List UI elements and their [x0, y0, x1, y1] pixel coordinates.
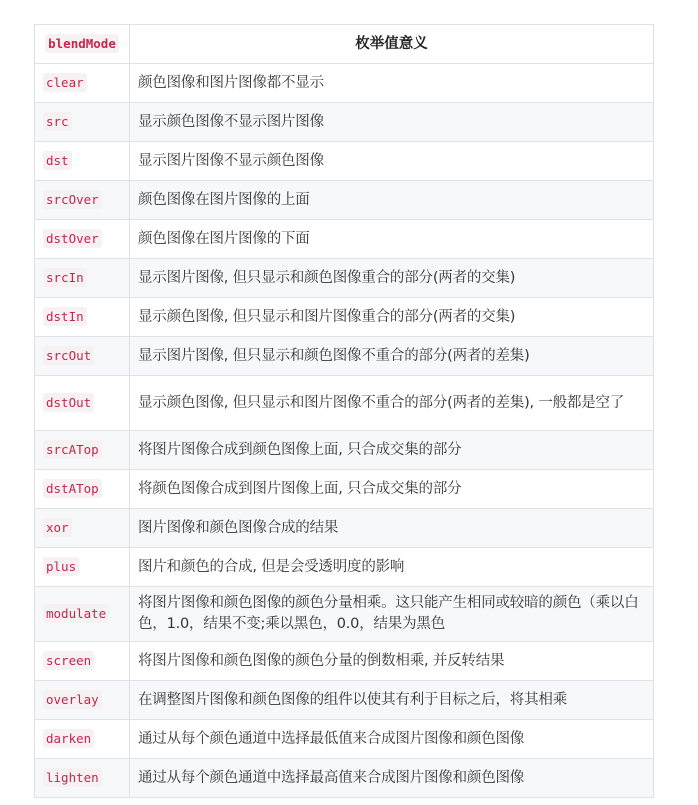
table-row [35, 431, 654, 470]
mode-cell [35, 587, 130, 642]
mode-description: 将图片图像合成到颜色图像上面, 只合成交集的部分 [130, 431, 654, 470]
table-row [35, 220, 654, 259]
table-row [35, 720, 654, 759]
mode-description: 通过从每个颜色通道中选择最高值来合成图片图像和颜色图像 [130, 759, 654, 798]
table-row [35, 587, 654, 642]
table-row [35, 142, 654, 181]
mode-name: dstOut [43, 393, 94, 412]
table-row [35, 181, 654, 220]
table-header [35, 25, 654, 64]
mode-name: src [43, 112, 72, 131]
mode-cell [35, 220, 130, 259]
mode-description: 显示颜色图像, 但只显示和图片图像重合的部分(两者的交集) [130, 298, 654, 337]
mode-name: dstATop [43, 479, 102, 498]
mode-cell [35, 376, 130, 431]
table-row [35, 259, 654, 298]
table-row [35, 759, 654, 798]
mode-description: 通过从每个颜色通道中选择最低值来合成图片图像和颜色图像 [130, 720, 654, 759]
mode-description: 将图片图像和颜色图像的颜色分量的倒数相乘, 并反转结果 [130, 642, 654, 681]
mode-description: 图片图像和颜色图像合成的结果 [130, 509, 654, 548]
mode-name: lighten [43, 768, 102, 787]
table-row [35, 337, 654, 376]
mode-cell [35, 720, 130, 759]
table-row [35, 642, 654, 681]
mode-cell [35, 259, 130, 298]
mode-name: darken [43, 729, 94, 748]
mode-cell [35, 548, 130, 587]
table-row [35, 548, 654, 587]
mode-name: overlay [43, 690, 102, 709]
mode-name: srcIn [43, 268, 87, 287]
mode-cell [35, 470, 130, 509]
table-row [35, 103, 654, 142]
blend-mode-table [34, 24, 654, 798]
mode-cell [35, 142, 130, 181]
mode-name: plus [43, 557, 79, 576]
mode-cell [35, 642, 130, 681]
mode-description: 显示图片图像不显示颜色图像 [130, 142, 654, 181]
mode-description: 将图片图像和颜色图像的颜色分量相乘。这只能产生相同或较暗的颜色（乘以白色，1.0，结果不变;乘以黑色，0.0，结果为黑色 [130, 587, 654, 642]
table-row [35, 470, 654, 509]
mode-cell [35, 337, 130, 376]
mode-name: clear [43, 73, 87, 92]
mode-description: 在调整图片图像和颜色图像的组件以使其有利于目标之后，将其相乘 [130, 681, 654, 720]
mode-description: 颜色图像在图片图像的上面 [130, 181, 654, 220]
mode-cell [35, 681, 130, 720]
mode-name: modulate [43, 604, 109, 623]
header-meaning: 枚举值意义 [130, 25, 654, 64]
mode-name: srcATop [43, 440, 102, 459]
mode-cell [35, 298, 130, 337]
table-row [35, 509, 654, 548]
mode-cell [35, 181, 130, 220]
mode-cell [35, 64, 130, 103]
mode-description: 颜色图像和图片图像都不显示 [130, 64, 654, 103]
table-row [35, 64, 654, 103]
mode-description: 显示颜色图像不显示图片图像 [130, 103, 654, 142]
mode-name: srcOut [43, 346, 94, 365]
mode-cell [35, 103, 130, 142]
mode-name: screen [43, 651, 94, 670]
mode-description: 将颜色图像合成到图片图像上面, 只合成交集的部分 [130, 470, 654, 509]
mode-name: dstOver [43, 229, 102, 248]
mode-cell [35, 509, 130, 548]
mode-name: xor [43, 518, 72, 537]
mode-cell [35, 759, 130, 798]
header-blend-mode: blendMode [35, 25, 130, 64]
mode-description: 图片和颜色的合成, 但是会受透明度的影响 [130, 548, 654, 587]
mode-description: 颜色图像在图片图像的下面 [130, 220, 654, 259]
mode-description: 显示图片图像, 但只显示和颜色图像重合的部分(两者的交集) [130, 259, 654, 298]
table-row [35, 681, 654, 720]
blend-mode-table-container [34, 24, 653, 798]
table-row [35, 376, 654, 431]
header-row [35, 25, 654, 64]
mode-name: dst [43, 151, 72, 170]
mode-name: srcOver [43, 190, 102, 209]
mode-description: 显示图片图像, 但只显示和颜色图像不重合的部分(两者的差集) [130, 337, 654, 376]
mode-description: 显示颜色图像, 但只显示和图片图像不重合的部分(两者的差集), 一般都是空了 [130, 376, 654, 431]
mode-cell [35, 431, 130, 470]
table-body [35, 64, 654, 798]
table-row [35, 298, 654, 337]
mode-name: dstIn [43, 307, 87, 326]
